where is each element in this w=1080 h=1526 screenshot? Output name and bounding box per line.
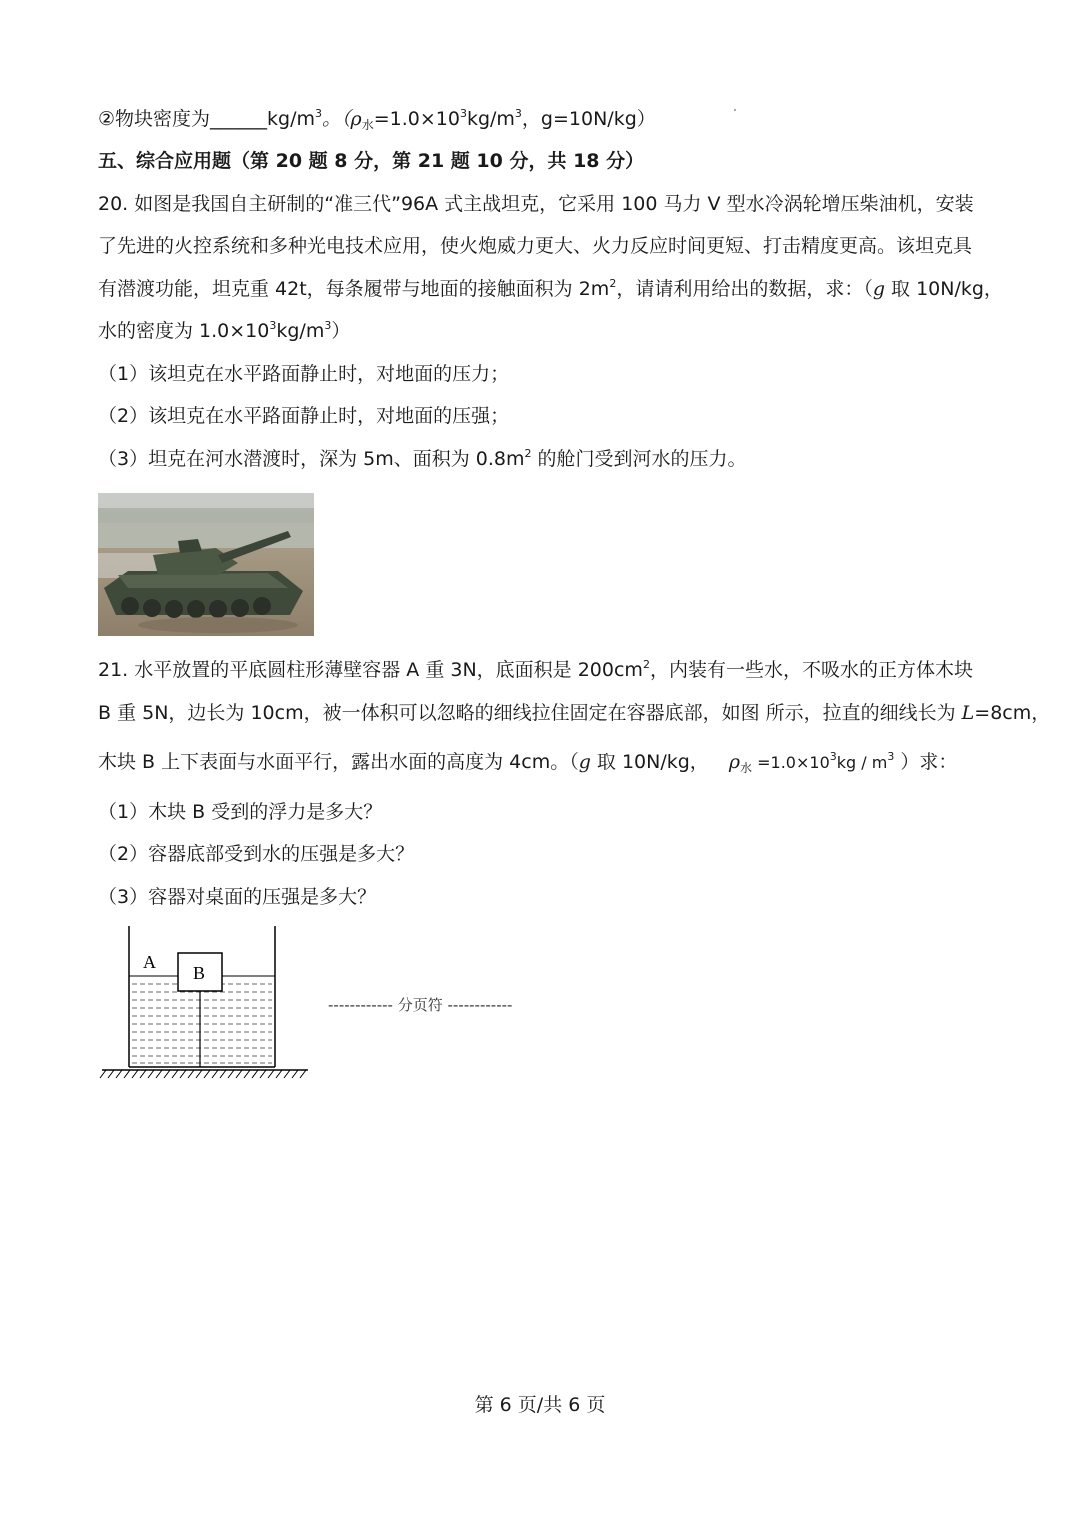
q20-sub-2: （2）该坦克在水平路面静止时，对地面的压强； bbox=[98, 405, 510, 427]
q21-sub-1: （1）木块 B 受到的浮力是多大？ bbox=[98, 801, 383, 823]
section-heading: 五、综合应用题（第 20 题 8 分，第 21 题 10 分，共 18 分） bbox=[98, 150, 645, 172]
prev-question-tail: ，g=10N/kg） bbox=[521, 108, 656, 130]
exponent: 2 bbox=[642, 658, 650, 671]
container-diagram bbox=[98, 922, 313, 1082]
q21-line-1a: 21. 水平放置的平底圆柱形薄壁容器 A 重 3N，底面积是 200cm bbox=[98, 659, 643, 681]
exponent: 3 bbox=[324, 319, 332, 332]
q21-line-3e: ）求： bbox=[894, 751, 958, 773]
q21-line-2b: =8cm， bbox=[974, 702, 1051, 724]
q21-line-3a: 木块 B 上下表面与水面平行，露出水面的高度为 4cm。（ bbox=[98, 751, 579, 773]
exponent: 2 bbox=[524, 447, 532, 460]
exponent: 3 bbox=[459, 107, 467, 120]
label-a: A bbox=[143, 952, 156, 972]
q20-line-3c: 取 10N/kg， bbox=[885, 278, 1003, 300]
q20-line-4 bbox=[98, 318, 350, 344]
q21-sub-2: （2）容器底部受到水的压强是多大？ bbox=[98, 843, 415, 865]
q20-sub-3a: （3）坦克在河水潜渡时，深为 5m、面积为 0.8m bbox=[98, 448, 525, 470]
q20-line-4a: 水的密度为 1.0×10 bbox=[98, 320, 270, 342]
prev-question-line bbox=[98, 106, 656, 132]
q20-sub-3b: 的舱门受到河水的压力。 bbox=[531, 448, 747, 470]
q20-line-4c: ） bbox=[331, 320, 351, 342]
q20-line-3a: 有潜渡功能，坦克重 42t，每条履带与地面的接触面积为 2m bbox=[98, 278, 610, 300]
page-break-marker: ------------ 分页符 ------------ bbox=[328, 996, 513, 1014]
label-b: B bbox=[193, 963, 206, 983]
stray-dot bbox=[734, 109, 736, 111]
q21-line-3 bbox=[98, 749, 957, 776]
page-footer: 第 6 页/共 6 页 bbox=[474, 1394, 606, 1416]
ground-hatching bbox=[100, 1070, 306, 1078]
q20-sub-3 bbox=[98, 446, 747, 472]
q20-line-2: 了先进的火控系统和多种光电技术应用，使火炮威力更大、火力反应时间更短、打击精度更高。该坦克具 bbox=[98, 235, 973, 257]
prev-question-eq: =1.0×10 bbox=[373, 108, 460, 130]
q21-line-1b: ，内装有一些水，不吸水的正方体木块 bbox=[649, 659, 973, 681]
q20-line-3b: ，请请利用给出的数据，求：（ bbox=[616, 278, 873, 300]
q20-line-1: 20. 如图是我国自主研制的“准三代”96A 式主战坦克，它采用 100 马力 V 型水冷涡轮增压柴油机，安装 bbox=[98, 193, 974, 215]
g-symbol: g bbox=[578, 751, 591, 773]
prev-question-text: ②物块密度为______kg/m bbox=[98, 108, 316, 130]
exponent: 3 bbox=[514, 107, 522, 120]
q21-line-2 bbox=[98, 700, 1050, 726]
g-symbol: g bbox=[872, 278, 885, 300]
exponent: 2 bbox=[609, 277, 617, 290]
q21-sub-3: （3）容器对桌面的压强是多大？ bbox=[98, 886, 377, 908]
prev-question-unit: kg/m bbox=[466, 108, 515, 130]
exponent: 3 bbox=[269, 319, 277, 332]
q21-line-3b: 取 10N/kg， bbox=[590, 751, 709, 773]
q20-line-4b: kg/m bbox=[276, 320, 325, 342]
water-hatching bbox=[132, 984, 272, 1063]
q20-sub-1: （1）该坦克在水平路面静止时，对地面的压力； bbox=[98, 363, 510, 385]
subscript: 水 bbox=[740, 761, 753, 775]
exponent: 3 bbox=[315, 107, 323, 120]
L-symbol: L bbox=[961, 702, 975, 724]
q21-line-1 bbox=[98, 657, 973, 683]
q21-line-2a: B 重 5N，边长为 10cm，被一体积可以忽略的细线拉住固定在容器底部，如图 所示，拉直的细线长为 bbox=[98, 702, 962, 724]
prev-question-mid: 。（ρ bbox=[322, 108, 362, 130]
exponent: 3 bbox=[887, 750, 895, 763]
tank-photo bbox=[98, 493, 314, 636]
subscript: 水 bbox=[361, 118, 374, 132]
exponent: 3 bbox=[829, 750, 837, 763]
rho-symbol: ρ bbox=[728, 751, 741, 773]
q21-line-3d: kg / m bbox=[836, 753, 888, 772]
q20-line-3 bbox=[98, 276, 1003, 302]
q21-line-3c: =1.0×10 bbox=[752, 753, 830, 772]
